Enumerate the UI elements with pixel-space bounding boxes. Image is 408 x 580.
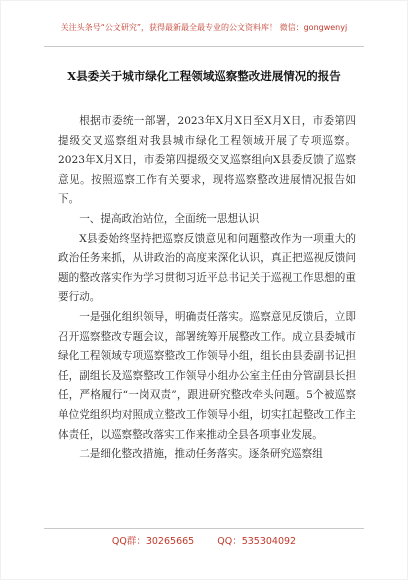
paragraph-point-1: 一是强化组织领导，明确责任落实。巡察意见反馈后，立即召开巡察整改专题会议，部署统筹开展整改工作。成立县委城市绿化工程领域专项巡察整改工作领导小组，组长由县委副书记担任，副组长及巡察整改工作领导小组办公室主任由分管副县长担任，严格履行“一岗双责”，跟进研究整改牵头问题。5个被巡察单位党组织均对照成立整改工作领导小组，切实扛起整改工作主体责任，以巡察整改落实工作来推动全县各项事业发展。 — [58, 310, 356, 441]
header-divider — [44, 46, 364, 47]
contact-footer — [0, 533, 408, 547]
section-heading-1: 一、提高政治站位，全面统一思想认识 — [79, 212, 260, 225]
footer-divider — [44, 528, 364, 529]
paragraph-intro: 根据市委统一部署，2023年X月X日至X月X日，市委第四提级交叉巡察组对我县城市绿化工程领域开展了专项巡察。2023年X月X日，市委第四提级交叉巡察组向X县委反馈了巡察意见。按照巡察工作有关要求，现将巡察整改进展情况报告如下。 — [58, 115, 356, 206]
document-title: X县委关于城市绿化工程领域巡察整改进展情况的报告 — [67, 69, 341, 83]
qq-number: QQ：535304092 — [217, 536, 297, 547]
paragraph-section-1: X县委始终坚持把巡察反馈意见和问题整改作为一项重大的政治任务来抓，从讲政治的高度来深化认识，真正把巡视反馈问题的整改落实作为学习贯彻习近平总书记关于巡视工作思想的重要行动。 — [58, 232, 356, 304]
document-body — [58, 112, 356, 465]
promo-banner: 关注头条号“公文研究”，获得最新最全最专业的公文资料库！ 微信：gongwenyj — [60, 23, 348, 32]
qq-group: QQ群：30265665 — [111, 536, 195, 547]
paragraph-point-2: 二是细化整改措施，推动任务落实。逐条研究巡察组 — [79, 448, 323, 461]
